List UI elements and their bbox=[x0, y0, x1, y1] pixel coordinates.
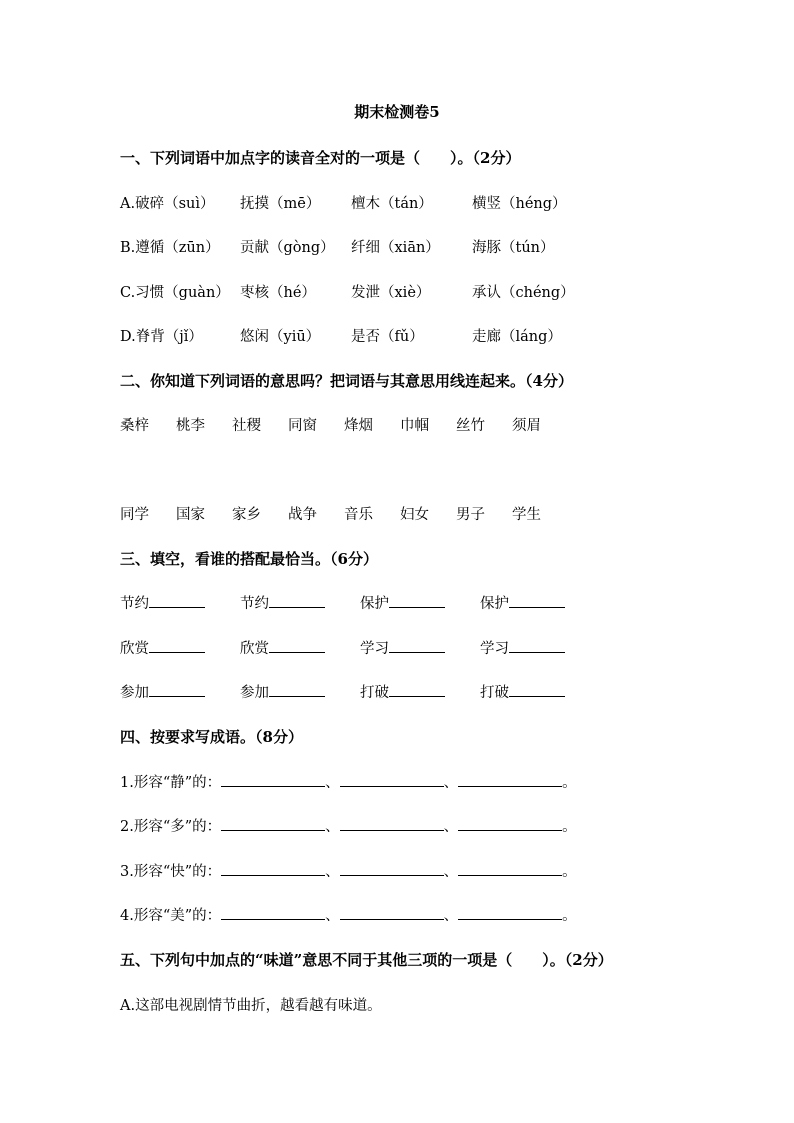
q2-word: 须眉 bbox=[512, 418, 541, 434]
q3-word: 参加 bbox=[120, 685, 149, 701]
q4-fill-blank[interactable] bbox=[221, 904, 325, 920]
q4-separator: 、 bbox=[325, 775, 340, 791]
q2-meaning: 音乐 bbox=[344, 507, 373, 523]
q4-item-label: 4.形容“美”的： bbox=[120, 908, 222, 924]
q2-meaning: 同学 bbox=[120, 507, 149, 523]
q3-item bbox=[240, 681, 325, 702]
q3-fill-blank[interactable] bbox=[509, 592, 565, 608]
q3-fill-blank[interactable] bbox=[149, 681, 205, 697]
q4-separator: 、 bbox=[325, 819, 340, 835]
q3-word: 学习 bbox=[480, 641, 509, 657]
q2-word: 社稷 bbox=[232, 418, 261, 434]
q2-word: 烽烟 bbox=[344, 418, 373, 434]
q3-word: 欣赏 bbox=[240, 641, 269, 657]
q3-item bbox=[120, 592, 205, 613]
q2-word: 桑梓 bbox=[120, 418, 149, 434]
q3-item bbox=[480, 637, 565, 658]
q3-fill-blank[interactable] bbox=[269, 681, 325, 697]
q2-meaning: 家乡 bbox=[232, 507, 261, 523]
q4-fill-blank[interactable] bbox=[458, 860, 562, 876]
q1-option-item: D.脊背（jǐ） bbox=[120, 329, 203, 345]
q2-meaning: 男子 bbox=[456, 507, 485, 523]
q2-meaning: 国家 bbox=[176, 507, 205, 523]
q4-item-label: 1.形容“静”的： bbox=[120, 775, 222, 791]
q3-word: 欣赏 bbox=[120, 641, 149, 657]
q4-separator: 、 bbox=[443, 819, 459, 835]
q3-item bbox=[240, 637, 325, 658]
q4-end-mark: 。 bbox=[562, 908, 577, 924]
q5-option-a: A.这部电视剧情节曲折，越看越有味道。 bbox=[120, 998, 382, 1014]
q3-item bbox=[240, 592, 325, 613]
q4-separator: 、 bbox=[443, 864, 459, 880]
q3-word: 学习 bbox=[360, 641, 389, 657]
q4-item-label: 3.形容“快”的： bbox=[120, 864, 222, 880]
q4-end-mark: 。 bbox=[562, 864, 577, 880]
q3-fill-blank[interactable] bbox=[509, 681, 565, 697]
q3-word: 保护 bbox=[480, 596, 509, 612]
q3-fill-blank[interactable] bbox=[389, 592, 445, 608]
q3-fill-blank[interactable] bbox=[389, 637, 445, 653]
q2-meaning: 学生 bbox=[512, 507, 541, 523]
q1-option-item: 是否（fǔ） bbox=[351, 329, 424, 345]
q3-item bbox=[360, 592, 445, 613]
page-title: 期末检测卷5 bbox=[354, 103, 440, 121]
section-3-heading: 三、填空，看谁的搭配最恰当。（6分） bbox=[120, 550, 378, 568]
q4-item-label: 2.形容“多”的： bbox=[120, 819, 222, 835]
q3-word: 节约 bbox=[120, 596, 149, 612]
section-4-heading: 四、按要求写成语。（8分） bbox=[120, 728, 303, 746]
q1-option-item: 承认（chéng） bbox=[472, 285, 575, 301]
q3-item bbox=[120, 681, 205, 702]
q3-fill-blank[interactable] bbox=[269, 637, 325, 653]
q4-fill-blank[interactable] bbox=[458, 771, 562, 787]
q4-fill-blank[interactable] bbox=[340, 771, 444, 787]
q4-item bbox=[120, 860, 577, 881]
q3-word: 节约 bbox=[240, 596, 269, 612]
q1-option-item: 走廊（láng） bbox=[472, 329, 562, 345]
q3-fill-blank[interactable] bbox=[509, 637, 565, 653]
q3-fill-blank[interactable] bbox=[269, 592, 325, 608]
q2-meaning: 战争 bbox=[288, 507, 317, 523]
q4-fill-blank[interactable] bbox=[221, 771, 325, 787]
q4-fill-blank[interactable] bbox=[458, 904, 562, 920]
q4-end-mark: 。 bbox=[562, 819, 577, 835]
q1-option-item: A.破碎（suì） bbox=[120, 196, 215, 212]
q4-fill-blank[interactable] bbox=[458, 815, 562, 831]
q4-separator: 、 bbox=[443, 775, 459, 791]
q2-word: 桃李 bbox=[176, 418, 205, 434]
q3-fill-blank[interactable] bbox=[149, 592, 205, 608]
q4-fill-blank[interactable] bbox=[221, 815, 325, 831]
q1-option-item: 贡献（gòng） bbox=[240, 240, 335, 256]
q4-separator: 、 bbox=[325, 864, 340, 880]
q3-item bbox=[480, 592, 565, 613]
q3-word: 参加 bbox=[240, 685, 269, 701]
q1-option-item: 悠闲（yiū） bbox=[240, 329, 321, 345]
q1-option-item: B.遵循（zūn） bbox=[120, 240, 220, 256]
q1-option-item: 海豚（tún） bbox=[472, 240, 555, 256]
q3-word: 打破 bbox=[360, 685, 389, 701]
q4-fill-blank[interactable] bbox=[340, 860, 444, 876]
q1-option-item: 檀木（tán） bbox=[351, 196, 433, 212]
q1-option-item: 纤细（xiān） bbox=[351, 240, 440, 256]
q4-end-mark: 。 bbox=[562, 775, 577, 791]
q1-option-item: 抚摸（mē） bbox=[240, 196, 321, 212]
q4-item bbox=[120, 771, 577, 792]
q4-separator: 、 bbox=[325, 908, 340, 924]
q1-option-item: C.习惯（guàn） bbox=[120, 285, 230, 301]
q4-fill-blank[interactable] bbox=[340, 815, 444, 831]
q3-item bbox=[360, 637, 445, 658]
q3-item bbox=[480, 681, 565, 702]
q3-item bbox=[120, 637, 205, 658]
q3-fill-blank[interactable] bbox=[389, 681, 445, 697]
q2-word: 巾帼 bbox=[400, 418, 429, 434]
section-5-heading: 五、下列句中加点的“味道”意思不同于其他三项的一项是（ ）。（2分） bbox=[120, 951, 613, 969]
q2-meaning: 妇女 bbox=[400, 507, 429, 523]
q3-word: 保护 bbox=[360, 596, 389, 612]
q4-separator: 、 bbox=[443, 908, 459, 924]
q4-item bbox=[120, 815, 577, 836]
section-2-heading: 二、你知道下列词语的意思吗？把词语与其意思用线连起来。（4分） bbox=[120, 372, 573, 390]
q4-fill-blank[interactable] bbox=[340, 904, 444, 920]
q2-word: 同窗 bbox=[288, 418, 317, 434]
q1-option-item: 枣核（hé） bbox=[240, 285, 316, 301]
q3-word: 打破 bbox=[480, 685, 509, 701]
q1-option-item: 横竖（héng） bbox=[472, 196, 567, 212]
q2-word: 丝竹 bbox=[456, 418, 485, 434]
q3-item bbox=[360, 681, 445, 702]
q4-fill-blank[interactable] bbox=[221, 860, 325, 876]
section-1-heading: 一、下列词语中加点字的读音全对的一项是（ ）。（2分） bbox=[120, 149, 521, 167]
q1-option-item: 发泄（xiè） bbox=[351, 285, 431, 301]
q3-fill-blank[interactable] bbox=[149, 637, 205, 653]
q4-item bbox=[120, 904, 577, 925]
